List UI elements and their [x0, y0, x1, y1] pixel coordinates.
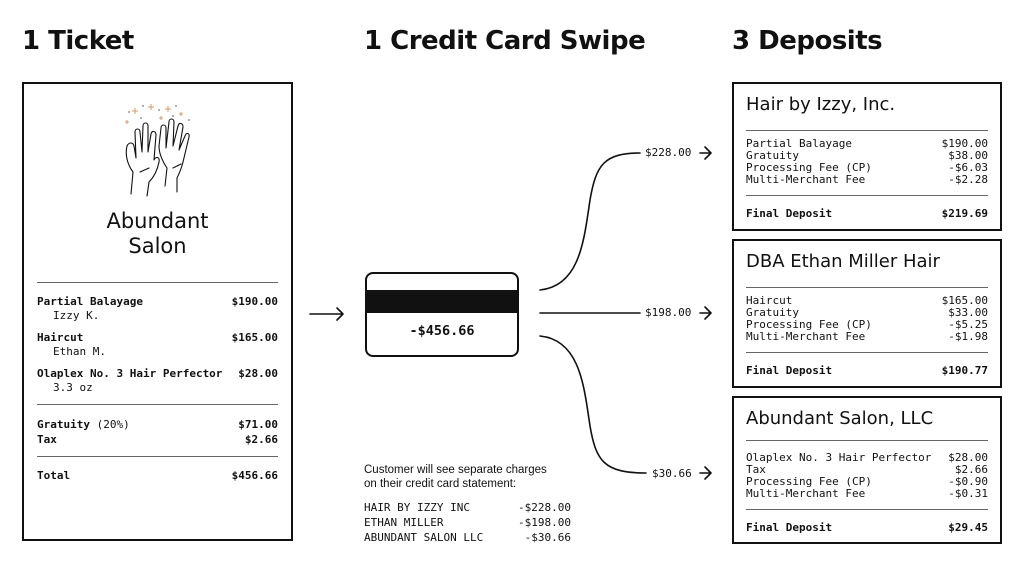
statement-row — [364, 531, 571, 544]
statement-merchant: ETHAN MILLER — [364, 516, 444, 529]
final-deposit-value: $219.69 — [941, 207, 988, 220]
deposit-line-label: Processing Fee (CP) — [746, 161, 872, 174]
deposit-card — [732, 239, 1002, 388]
final-deposit-label: Final Deposit — [746, 207, 833, 220]
deposit-line-label: Gratuity — [746, 306, 799, 319]
deposit-line-value: -$5.25 — [948, 318, 988, 331]
final-deposit-value: $29.45 — [948, 521, 988, 534]
statement-caption-line2: on their credit card statement: — [364, 478, 517, 490]
item-detail: Ethan M. — [53, 345, 106, 358]
final-deposit-value: $190.77 — [941, 364, 988, 377]
final-deposit-row — [746, 522, 988, 534]
deposit-line — [746, 331, 988, 343]
deposit-line — [746, 488, 988, 500]
statement-amount: -$198.00 — [518, 516, 571, 529]
total-value: $456.66 — [231, 469, 278, 482]
deposit-line-value: $38.00 — [948, 149, 988, 162]
heading-deposits: 3 Deposits — [732, 26, 883, 56]
deposit-line-value: $33.00 — [948, 306, 988, 319]
deposit-line-label: Olaplex No. 3 Hair Perfector — [746, 451, 932, 464]
divider — [746, 509, 988, 510]
deposit-line-label: Multi-Merchant Fee — [746, 173, 866, 186]
divider — [746, 352, 988, 353]
statement-row — [364, 516, 571, 529]
deposit-line-label: Processing Fee (CP) — [746, 475, 872, 488]
deposit-line-value: $165.00 — [941, 294, 988, 307]
deposit-line-label: Processing Fee (CP) — [746, 318, 872, 331]
tax-value: $2.66 — [244, 433, 278, 446]
deposit-line-label: Tax — [746, 463, 766, 476]
deposit-line-label: Multi-Merchant Fee — [746, 487, 866, 500]
item-detail: 3.3 oz — [53, 381, 93, 394]
deposit-line — [746, 174, 988, 186]
deposit-card — [732, 396, 1002, 544]
salon-name-line2: Salon — [128, 234, 187, 258]
deposit-line-value: -$0.31 — [948, 487, 988, 500]
statement-merchant: ABUNDANT SALON LLC — [364, 531, 484, 544]
statement-amount: -$30.66 — [524, 531, 571, 544]
arrow-right-icon — [700, 467, 711, 479]
item-price: $165.00 — [231, 331, 278, 344]
item-name: Haircut — [37, 331, 84, 344]
flow-line-bottom — [540, 336, 646, 473]
gratuity-label: Gratuity — [37, 418, 90, 431]
magnetic-stripe — [367, 290, 517, 313]
final-deposit-label: Final Deposit — [746, 364, 833, 377]
deposit-title: Abundant Salon, LLC — [746, 408, 934, 429]
flow-line-top — [540, 153, 640, 290]
card-charge-amount: -$456.66 — [409, 323, 475, 339]
deposit-title: DBA Ethan Miller Hair — [746, 251, 940, 272]
item-name: Partial Balayage — [37, 295, 143, 308]
deposit-line-label: Haircut — [746, 294, 793, 307]
item-name: Olaplex No. 3 Hair Perfector — [37, 367, 223, 380]
statement-caption-line1: Customer will see separate charges — [364, 464, 547, 476]
divider — [746, 287, 988, 288]
tax-label: Tax — [37, 433, 57, 446]
deposit-card — [732, 82, 1002, 231]
deposit-line-value: $2.66 — [954, 463, 988, 476]
gratuity-value: $71.00 — [238, 418, 278, 431]
arrow-right-icon — [700, 307, 711, 319]
deposit-line-value: -$6.03 — [948, 161, 988, 174]
credit-card — [365, 272, 519, 357]
statement-merchant: HAIR BY IZZY INC — [364, 501, 470, 514]
gratuity-percent: (20%) — [96, 418, 130, 431]
deposit-line-value: -$1.98 — [948, 330, 988, 343]
deposit-title: Hair by Izzy, Inc. — [746, 94, 896, 115]
heading-ticket: 1 Ticket — [22, 26, 134, 56]
deposit-line-label: Partial Balayage — [746, 137, 852, 150]
item-price: $28.00 — [238, 367, 278, 380]
deposit-line-value: -$0.90 — [948, 475, 988, 488]
total-label: Total — [37, 469, 71, 482]
statement-caption — [364, 463, 584, 491]
deposit-line-value: $190.00 — [941, 137, 988, 150]
divider — [746, 130, 988, 131]
deposit-line-label: Multi-Merchant Fee — [746, 330, 866, 343]
final-deposit-label: Final Deposit — [746, 521, 833, 534]
flow-amount: $228.00 — [645, 146, 692, 159]
divider — [746, 440, 988, 441]
statement-row — [364, 501, 571, 514]
flow-amount: $30.66 — [652, 467, 692, 480]
final-deposit-row — [746, 208, 988, 220]
deposit-line-value: -$2.28 — [948, 173, 988, 186]
deposit-line — [746, 452, 988, 464]
item-price: $190.00 — [231, 295, 278, 308]
salon-name-line1: Abundant — [106, 209, 209, 233]
deposit-line-value: $28.00 — [948, 451, 988, 464]
flow-amount: $198.00 — [645, 306, 692, 319]
arrow-right-icon — [700, 147, 711, 159]
deposit-line-label: Gratuity — [746, 149, 799, 162]
divider — [746, 195, 988, 196]
final-deposit-row — [746, 365, 988, 377]
statement-amount: -$228.00 — [518, 501, 571, 514]
item-detail: Izzy K. — [53, 309, 100, 322]
heading-swipe: 1 Credit Card Swipe — [364, 26, 646, 56]
arrow-right-icon — [310, 308, 343, 320]
